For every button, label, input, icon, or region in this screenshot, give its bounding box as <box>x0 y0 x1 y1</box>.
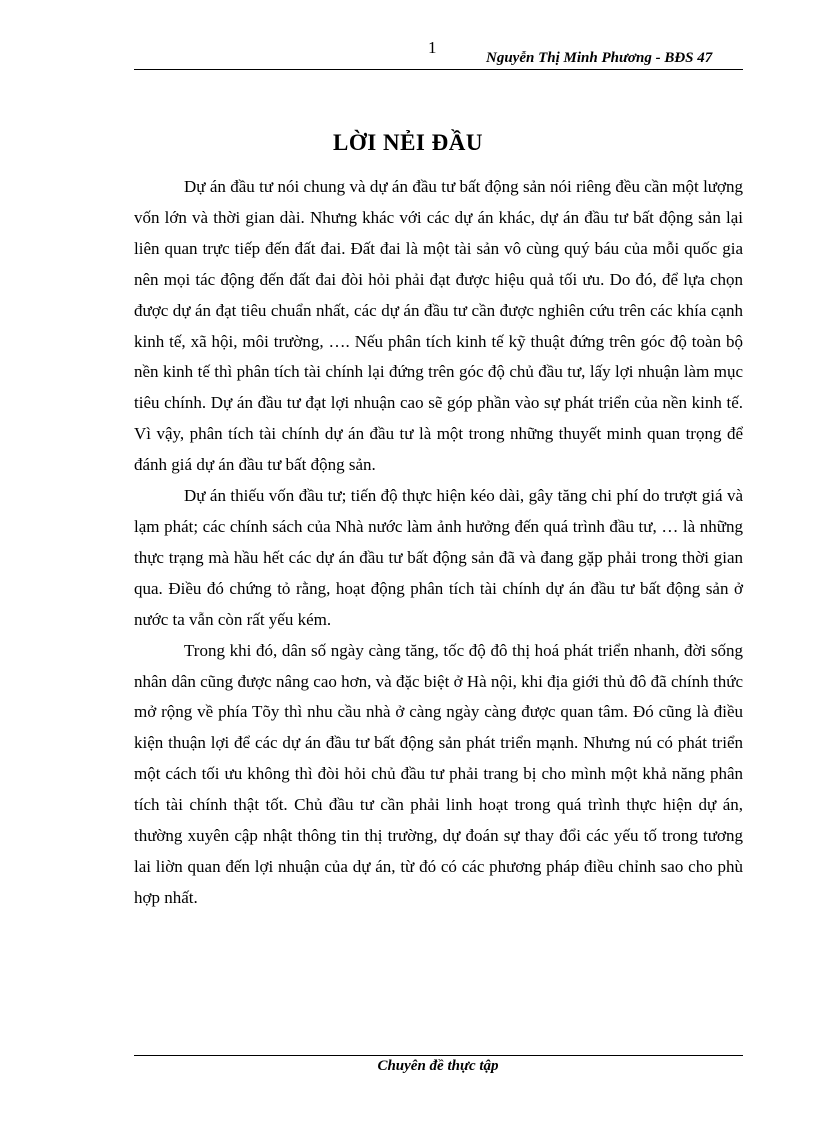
header-author: Nguyễn Thị Minh Phương - BĐS 47 <box>486 50 713 66</box>
paragraph-1: Dự án đầu tư nói chung và dự án đầu tư bất động sản nói riêng đều cần một lượng vốn lớn và thời gian dài. Nhưng khác với các dự án khác, dự án đầu tư bất động sản lại liên quan trực tiếp đến đất đai. Đất đai là một tài sản vô cùng quý báu của mỗi quốc gia nên mọi tác động đến đất đai đòi hỏi phải đạt được hiệu quả tối ưu. Do đó, để lựa chọn được dự án đạt tiêu chuẩn nhất, các dự án đầu tư cần được nghiên cứu trên các khía cạnh kinh tế, xã hội, môi trường, …. Nếu phân tích kinh tế kỹ thuật đứng trên góc độ toàn bộ nền kinh tế thì phân tích tài chính lại đứng trên góc độ chủ đầu tư, lấy lợi nhuận làm mục tiêu chính. Dự án đầu tư đạt lợi nhuận cao sẽ góp phần vào sự phát triển của nền kinh tế. Vì vậy, phân tích tài chính dự án đầu tư là một trong những thuyết minh quan trọng để đánh giá dự án đầu tư bất động sản. <box>134 177 743 475</box>
body-text <box>134 172 743 914</box>
footer-text: Chuyên đề thực tập <box>377 1058 499 1074</box>
paragraph-3: Trong khi đó, dân số ngày càng tăng, tốc độ đô thị hoá phát triển nhanh, đời sống nhân dân cũng được nâng cao hơn, và đặc biệt ở Hà nội, khi địa giới thủ đô đã chính thức mở rộng về phía Tõy thì nhu cầu nhà ở càng ngày càng được quan tâm. Đó cũng là điều kiện thuận lợi để các dự án đầu tư bất động sản phát triển mạnh. Nhưng nú có phát triển một cách tối ưu không thì đòi hỏi chủ đầu tư phải trang bị cho mình một khả năng phân tích tài chính thật tốt. Chủ đầu tư cần phải linh hoạt trong quá trình thực hiện dự án, thường xuyên cập nhật thông tin thị trường, dự đoán sự thay đổi các yếu tố trong tương lai liờn quan đến lợi nhuận của dự án, từ đó có các phương pháp điều chỉnh sao cho phù hợp nhất. <box>134 640 743 907</box>
page-number: 1 <box>428 38 437 57</box>
footer-divider <box>134 1055 743 1056</box>
page-title: LỜI NẺI ĐẦU <box>333 130 483 155</box>
header-divider <box>134 69 743 70</box>
paragraph-2: Dự án thiếu vốn đầu tư; tiến độ thực hiện kéo dài, gây tăng chi phí do trượt giá và lạm phát; các chính sách của Nhà nước làm ảnh hưởng đến quá trình đầu tư, … là những thực trạng mà hầu hết các dự án đầu tư bất động sản đã và đang gặp phải trong thời gian qua. Điều đó chứng tỏ rằng, hoạt động phân tích tài chính dự án đầu tư bất động sản ở nước ta vẫn còn rất yếu kém. <box>134 486 743 629</box>
